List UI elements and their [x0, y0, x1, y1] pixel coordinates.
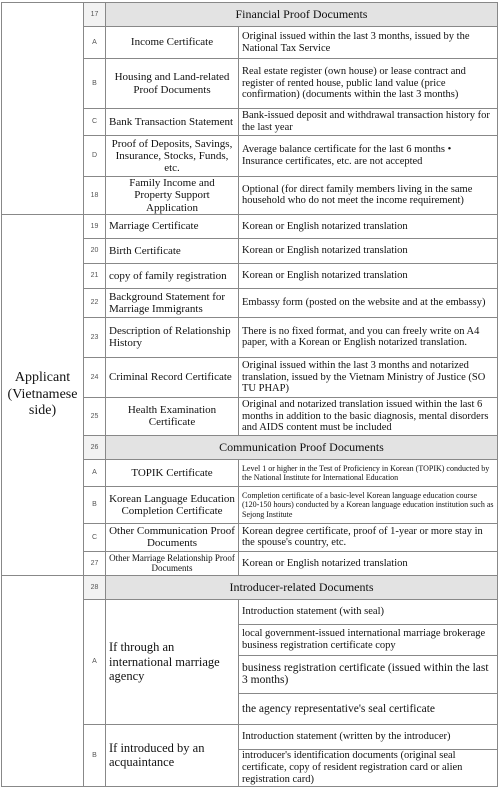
row-number: A: [84, 599, 106, 724]
document-description: Bank-issued deposit and withdrawal transaction history for the last year: [239, 109, 498, 136]
table-row: [2, 214, 498, 238]
document-description: Original issued within the last 3 months, issued by the National Tax Service: [239, 27, 498, 59]
document-name: Bank Transaction Statement: [106, 109, 239, 136]
document-name: If through an international marriage agency: [106, 599, 239, 724]
section-title: Financial Proof Documents: [106, 3, 498, 27]
document-name: Family Income and Property Support Application: [106, 177, 239, 215]
document-item: Introduction statement (with seal): [239, 599, 498, 624]
section-header-financial: [2, 3, 498, 27]
document-name: Description of Relationship History: [106, 317, 239, 357]
row-number: 24: [84, 357, 106, 397]
row-number: 23: [84, 317, 106, 357]
document-description: Korean or English notarized translation: [239, 263, 498, 288]
row-number: 22: [84, 288, 106, 317]
section-header-introducer: [2, 575, 498, 599]
document-description: Optional (for direct family members living in the same household who do not meet the income requirement): [239, 177, 498, 215]
document-description: Embassy form (posted on the website and at the embassy): [239, 288, 498, 317]
section-title: Communication Proof Documents: [106, 435, 498, 459]
document-name: Housing and Land-related Proof Documents: [106, 59, 239, 109]
row-number: A: [84, 27, 106, 59]
document-description: Level 1 or higher in the Test of Proficiency in Korean (TOPIK) conducted by the National Institute for International Education: [239, 459, 498, 486]
document-item: local government-issued international marriage brokerage business registration certificate copy: [239, 624, 498, 655]
document-name: Other Marriage Relationship Proof Documents: [106, 551, 239, 575]
document-name: If introduced by an acquaintance: [106, 724, 239, 786]
document-name: Background Statement for Marriage Immigrants: [106, 288, 239, 317]
row-number: C: [84, 109, 106, 136]
document-name: Proof of Deposits, Savings, Insurance, Stocks, Funds, etc.: [106, 136, 239, 177]
document-item: the agency representative's seal certificate: [239, 693, 498, 724]
group-label-applicant: Applicant (Vietnamese side): [2, 214, 84, 575]
row-number: C: [84, 523, 106, 551]
row-number: 28: [84, 575, 106, 599]
document-name: Korean Language Education Completion Certificate: [106, 486, 239, 523]
document-description: There is no fixed format, and you can freely write on A4 paper, with a Korean or English notarized translation.: [239, 317, 498, 357]
document-description: Korean degree certificate, proof of 1-year or more stay in the spouse's country, etc.: [239, 523, 498, 551]
document-name: Health Examination Certificate: [106, 397, 239, 435]
document-name: copy of family registration: [106, 263, 239, 288]
document-description: Korean or English notarized translation: [239, 551, 498, 575]
row-number: 18: [84, 177, 106, 215]
document-name: Birth Certificate: [106, 238, 239, 263]
row-number: D: [84, 136, 106, 177]
document-item: business registration certificate (issued within the last 3 months): [239, 655, 498, 693]
group-cell-blank-bottom: [2, 575, 84, 786]
row-number: B: [84, 724, 106, 786]
document-name: Income Certificate: [106, 27, 239, 59]
document-description: Korean or English notarized translation: [239, 214, 498, 238]
row-number: 21: [84, 263, 106, 288]
document-requirements-table: [1, 2, 498, 787]
document-name: Other Communication Proof Documents: [106, 523, 239, 551]
document-name: TOPIK Certificate: [106, 459, 239, 486]
row-number: 17: [84, 3, 106, 27]
document-name: Criminal Record Certificate: [106, 357, 239, 397]
row-number: 19: [84, 214, 106, 238]
row-number: B: [84, 486, 106, 523]
row-number: 20: [84, 238, 106, 263]
row-number: B: [84, 59, 106, 109]
row-number: 25: [84, 397, 106, 435]
document-description: Original and notarized translation issued within the last 6 months in addition to the basic diagnosis, mental disorders and AIDS content must be included: [239, 397, 498, 435]
document-name: Marriage Certificate: [106, 214, 239, 238]
document-description: Korean or English notarized translation: [239, 238, 498, 263]
document-description: Original issued within the last 3 months and notarized translation, issued by the Vietnam Ministry of Justice (SO TU PHAP): [239, 357, 498, 397]
document-description: Real estate register (own house) or lease contract and register of rented house, public land value (price confirmation) (documents within the last 3 months): [239, 59, 498, 109]
document-description: Completion certificate of a basic-level Korean language education course (120-150 hours) conducted by a Korean language education institution such as Sejong Institute: [239, 486, 498, 523]
row-number: A: [84, 459, 106, 486]
document-item: introducer's identification documents (original seal certificate, copy of resident registration card or alien registration card): [239, 749, 498, 786]
section-title: Introducer-related Documents: [106, 575, 498, 599]
group-cell-blank-top: [2, 3, 84, 215]
document-item: Introduction statement (written by the introducer): [239, 724, 498, 749]
row-number: 27: [84, 551, 106, 575]
document-description: Average balance certificate for the last 6 months • Insurance certificates, etc. are not accepted: [239, 136, 498, 177]
row-number: 26: [84, 435, 106, 459]
